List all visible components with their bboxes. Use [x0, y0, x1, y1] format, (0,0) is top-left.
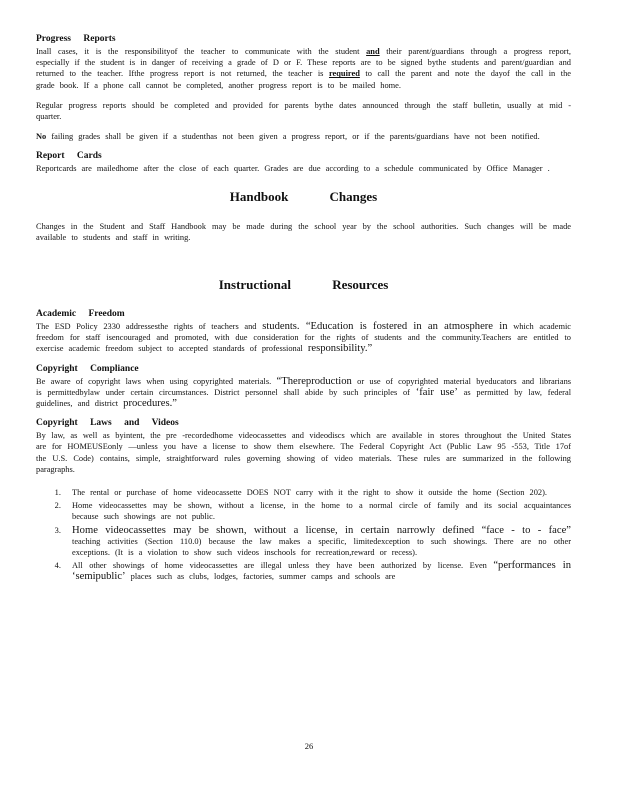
copyright-videos-heading: Copyright Laws and Videos	[36, 418, 179, 429]
academic-freedom-heading: Academic Freedom	[36, 309, 125, 320]
list-item-3-emphasis: Home videocassettes may be shown, without a license, in certain narrowly defined “face - to - face”	[72, 524, 571, 536]
copyright-compliance-paragraph	[36, 376, 571, 410]
copyright-compliance-text-1: Be aware of copyright laws when using copyrighted materials.	[36, 376, 272, 386]
list-item-3-text: teaching activities (Section 110.0) because the law makes a specific, limitedexception to such showings. There are no other exceptions. (It is a violation to show such videos inschools for recreation,reward or recess).	[72, 536, 571, 558]
academic-freedom-quote-start: students. “Education is fostered in an atmosphere in	[262, 321, 508, 333]
progress-reports-text-c: to call the parent and note the dayof the call in the grade book. If a phone call cannot be completed, another progress report is to be mailed home.	[36, 69, 572, 90]
list-item-4-text: All other showings of home videocassettes are illegal unless they have been authorized by license. Even	[72, 561, 487, 571]
copyright-videos-paragraph: By law, as well as byintent, the pre -recordedhome videocassettes and videodiscs which are available in stores throughout the United States are for HOMEUSEonly —unless you have a license to show them elsewhere. The Federal Copyright Act (Public Law 95 -553, Title 17of the U.S. Code) contains, simple, straightforward rules governing showing of video materials. These rules are summarized in the following paragraphs.	[36, 431, 571, 474]
progress-reports-paragraph-1	[36, 46, 571, 91]
list-item: 2. Home videocassettes may be shown, without a license, in the home to a normal circle of family and its social acquaintances because such showings are not public.	[66, 500, 571, 522]
list-item-4-emphasis: “performances in ‘semipublic’	[72, 560, 571, 583]
list-item	[66, 560, 571, 582]
copyright-compliance-text-5: as permitted by law, federal guidelines, and district	[36, 387, 572, 409]
progress-reports-text-b: their parent/guardians through a progress report, especially if the student is in danger of receiving a grade of D or F. These reports are to be signed bythe students and parent/guardian and returned to the teacher. Ifthe progress report is not returned, the teacher is	[36, 47, 571, 79]
progress-reports-paragraph-3	[36, 131, 571, 142]
progress-reports-required-emphasis: required	[328, 69, 360, 79]
progress-reports-heading: Progress Reports	[36, 34, 116, 44]
academic-freedom-text-1: The ESD Policy 2330 addressesthe rights of teachers and	[36, 322, 257, 332]
page-number: 26	[304, 741, 314, 751]
list-item: 1. The rental or purchase of home videocassette DOES NOT carry with it the right to show it outside the home (Section 202).	[66, 487, 571, 498]
copyright-compliance-heading: Copyright Compliance	[36, 363, 139, 374]
progress-reports-and-emphasis: and	[366, 47, 380, 56]
handbook-changes-heading: Handbook Changes	[229, 188, 378, 204]
academic-freedom-text-3: which academic freedom for staff isencouraged and promoted, with due consideration for the rights of students and the community.Teachers are entitled to exercise academic freedom subject to accepted standards of professional	[36, 322, 572, 354]
copyright-videos-list	[36, 487, 571, 583]
handbook-changes-paragraph: Changes in the Student and Staff Handbook may be made during the school year by the school authorities. Such changes will be made available to students and staff in writing.	[36, 221, 571, 242]
list-item-4-text-end: places such as clubs, lodges, factories, summer camps and schools are	[130, 572, 396, 582]
progress-reports-text-a: Inall cases, it is the responsibilityof the teacher to communicate with the student	[36, 47, 360, 56]
report-cards-heading: Report Cards	[36, 151, 102, 162]
academic-freedom-quote-end: responsibility.”	[307, 343, 373, 355]
copyright-compliance-quote-end: procedures.”	[123, 398, 177, 410]
list-item	[66, 525, 571, 559]
progress-reports-no-emphasis: No	[36, 132, 47, 142]
instructional-resources-heading: Instructional Resources	[218, 277, 389, 293]
academic-freedom-paragraph	[36, 321, 571, 355]
copyright-compliance-text-3: or use of copyrighted material byeducators and librarians is permittedbylaw under certain circumstances. District personnel shall abide by such principles of	[36, 376, 572, 397]
report-cards-paragraph: Reportcards are mailedhome after the close of each quarter. Grades are due according to a schedule communicated by Office Manager .	[36, 164, 550, 174]
page-content	[36, 34, 571, 585]
progress-reports-paragraph-2: Regular progress reports should be completed and provided for parents bythe dates announced through the staff bulletin, usually at mid -quarter.	[36, 100, 571, 122]
progress-reports-text-no: failing grades shall be given if a studenthas not been given a progress report, or if the parents/guardians have not been notified.	[51, 132, 540, 142]
copyright-compliance-quote-start: “Thereproduction	[276, 375, 352, 387]
copyright-compliance-fair-use: ‘fair use’	[415, 386, 458, 398]
